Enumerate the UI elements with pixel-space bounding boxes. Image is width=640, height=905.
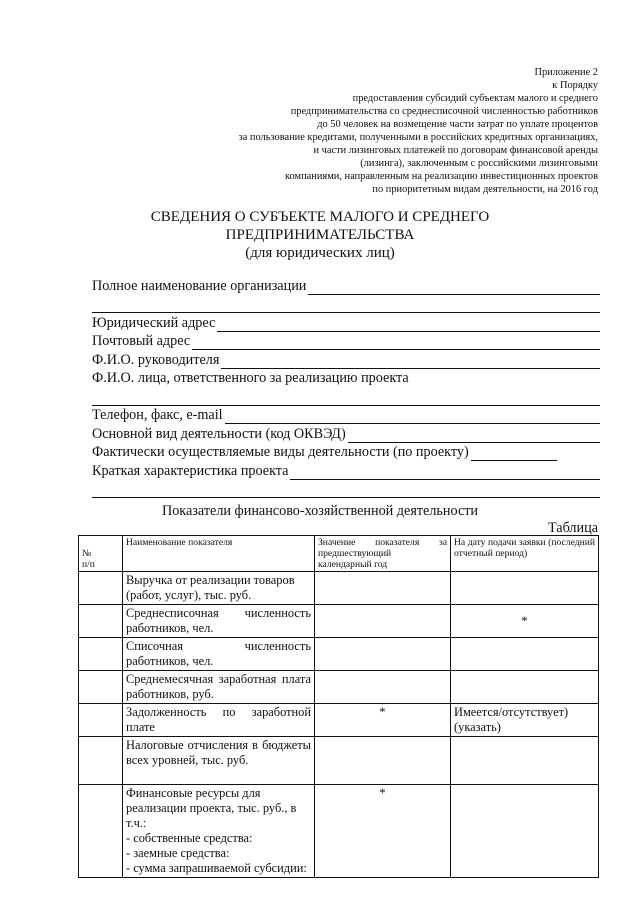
table-row <box>79 785 599 878</box>
row-prev-value[interactable] <box>315 737 451 785</box>
table-row <box>79 638 599 671</box>
organization-fields <box>92 276 600 498</box>
field-contacts[interactable] <box>92 406 600 425</box>
row-name: Задолженность по заработной плате <box>123 704 315 737</box>
fill-line[interactable] <box>92 392 600 406</box>
fill-line[interactable] <box>308 281 600 295</box>
appendix-line: за пользование кредитами, полученными в российских кредитных организациях, <box>238 132 598 143</box>
row-name: Списочная численность работников, чел. <box>123 638 315 671</box>
appendix-line: и части лизинговых платежей по договорам финансовой аренды <box>313 145 598 156</box>
table-row <box>79 671 599 704</box>
row-current-value[interactable]: Имеется/отсутствует) (указать) <box>451 704 599 737</box>
table-row <box>79 605 599 638</box>
table-row <box>79 572 599 605</box>
field-legal-address[interactable] <box>92 313 600 332</box>
appendix-header <box>178 66 598 196</box>
field-main-activity[interactable] <box>92 424 600 443</box>
row-prev-value[interactable] <box>315 572 451 605</box>
table-row <box>79 704 599 737</box>
field-label: Краткая характеристика проекта <box>92 462 289 479</box>
row-name: Финансовые ресурсы для реализации проекта, тыс. руб., в т.ч.: <box>126 786 297 830</box>
appendix-line: к Порядку <box>552 80 598 91</box>
row-prev-value[interactable] <box>315 671 451 704</box>
appendix-line: (лизинга), заключенным с российскими лизинговыми <box>360 158 598 169</box>
fill-line[interactable] <box>192 336 600 350</box>
field-project-summary[interactable] <box>92 461 600 480</box>
table-header-row <box>79 536 599 572</box>
header-name: Наименование показателя <box>123 536 315 572</box>
document-title <box>0 208 640 262</box>
appendix-line: по приоритетным видам деятельности, на 2016 год <box>372 184 598 195</box>
row-name: Среднесписочная численность работников, чел. <box>123 605 315 638</box>
fill-line[interactable] <box>471 447 557 461</box>
row-prev-value[interactable]: * <box>315 785 451 878</box>
field-full-name[interactable] <box>92 276 600 295</box>
appendix-line: предпринимательства со среднесписочной численностью работников <box>290 106 598 117</box>
field-label: Основной вид деятельности (код ОКВЭД) <box>92 425 346 442</box>
financial-indicators-table <box>78 535 599 878</box>
fill-line[interactable] <box>348 429 600 443</box>
field-blank-line[interactable] <box>92 480 600 499</box>
row-prev-value[interactable] <box>315 605 451 638</box>
row-name: Выручка от реализации товаров (работ, услуг), тыс. руб. <box>123 572 315 605</box>
fill-line[interactable] <box>217 318 600 332</box>
title-line-1: СВЕДЕНИЯ О СУБЪЕКТЕ МАЛОГО И СРЕДНЕГО <box>150 209 490 225</box>
fill-line[interactable] <box>92 299 600 313</box>
fill-line[interactable] <box>290 466 600 480</box>
title-line-3: (для юридических лиц) <box>245 245 395 261</box>
header-current: На дату подачи заявки (последний отчетный период) <box>451 536 599 572</box>
row-prev-value[interactable] <box>315 638 451 671</box>
row-current-value[interactable] <box>451 737 599 785</box>
row-prev-value[interactable]: * <box>315 704 451 737</box>
table-caption: Показатели финансово-хозяйственной деятельности <box>161 503 479 519</box>
fill-line[interactable] <box>92 484 600 498</box>
row-num <box>79 671 123 704</box>
field-responsible-person <box>92 369 600 388</box>
row-current-value[interactable]: * <box>451 605 599 638</box>
row-num <box>79 704 123 737</box>
row-num <box>79 785 123 878</box>
appendix-line: предоставления субсидий субъектам малого и среднего <box>352 93 598 104</box>
row-current-value[interactable] <box>451 671 599 704</box>
field-label: Ф.И.О. лица, ответственного за реализацию проекта <box>92 370 409 386</box>
row-num <box>79 737 123 785</box>
row-current-value[interactable] <box>451 638 599 671</box>
fill-line[interactable] <box>221 355 600 369</box>
appendix-line: Приложение 2 <box>534 67 598 78</box>
row-num <box>79 605 123 638</box>
finance-sub-item: - собственные средства: <box>126 831 253 845</box>
row-current-value[interactable] <box>451 785 599 878</box>
appendix-line: компаниями, направленным на реализацию инвестиционных проектов <box>285 171 598 182</box>
row-name: Налоговые отчисления в бюджеты всех уровней, тыс. руб. <box>123 737 315 785</box>
fill-line[interactable] <box>225 410 600 424</box>
appendix-line: до 50 человек на возмещение части затрат по уплате процентов <box>317 119 598 130</box>
finance-sub-item: - заемные средства: <box>126 846 230 860</box>
field-postal-address[interactable] <box>92 332 600 351</box>
table-row <box>79 737 599 785</box>
row-name-finance <box>123 785 315 878</box>
row-name: Среднемесячная заработная плата работников, руб. <box>123 671 315 704</box>
field-label: Полное наименование организации <box>92 277 307 294</box>
title-line-2: ПРЕДПРИНИМАТЕЛЬСТВА <box>225 227 415 243</box>
field-label: Телефон, факс, e-mail <box>92 407 223 423</box>
field-blank-line[interactable] <box>92 387 600 406</box>
field-label: Фактически осуществляемые виды деятельности (по проекту) <box>92 444 469 460</box>
field-director-name[interactable] <box>92 350 600 369</box>
field-label: Почтовый адрес <box>92 333 191 349</box>
header-num: № п/п <box>79 536 123 572</box>
row-current-value[interactable] <box>451 572 599 605</box>
row-num <box>79 638 123 671</box>
header-prev-year: Значение показателя за предшествующий календарный год <box>315 536 451 572</box>
field-label: Ф.И.О. руководителя <box>92 351 220 368</box>
finance-sub-item: - сумма запрашиваемой субсидии: <box>126 861 307 875</box>
field-blank-line[interactable] <box>92 295 600 314</box>
field-actual-activities[interactable] <box>92 443 600 462</box>
table-label: Таблица <box>547 520 598 536</box>
row-num <box>79 572 123 605</box>
field-label: Юридический адрес <box>92 314 216 331</box>
